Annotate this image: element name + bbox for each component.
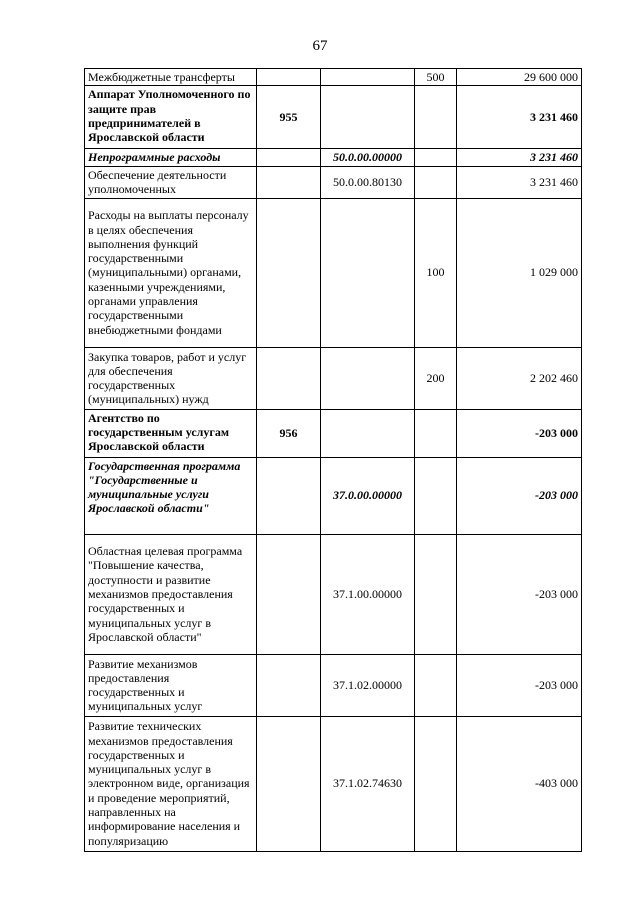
- row-amount: -203 000: [457, 457, 582, 534]
- table-row: [85, 149, 582, 166]
- row-expense-type: 200: [415, 347, 457, 409]
- row-target-code: [321, 347, 415, 409]
- row-target-code: 37.1.02.00000: [321, 654, 415, 716]
- table-row: [85, 457, 582, 534]
- row-name: Обеспечение деятельности уполномоченных: [85, 166, 257, 198]
- row-amount: 29 600 000: [457, 69, 582, 86]
- row-expense-type: [415, 166, 457, 198]
- row-dept-code: [257, 166, 321, 198]
- row-name: Закупка товаров, работ и услуг для обеспечения государственных (муниципальных) нужд: [85, 347, 257, 409]
- row-amount: -203 000: [457, 409, 582, 457]
- row-amount: 1 029 000: [457, 198, 582, 347]
- row-expense-type: [415, 716, 457, 851]
- table-row: [85, 716, 582, 851]
- row-dept-code: [257, 534, 321, 654]
- row-name: Государственная программа "Государственные и муниципальные услуги Ярославской области": [85, 457, 257, 534]
- row-amount: -203 000: [457, 534, 582, 654]
- row-target-code: [321, 86, 415, 149]
- table-row: [85, 198, 582, 347]
- row-expense-type: [415, 457, 457, 534]
- row-name: Развитие механизмов предоставления государственных и муниципальных услуг: [85, 654, 257, 716]
- table-row: [85, 166, 582, 198]
- row-dept-code: [257, 149, 321, 166]
- row-target-code: 50.0.00.80130: [321, 166, 415, 198]
- budget-table: [84, 68, 582, 852]
- row-target-code: 37.0.00.00000: [321, 457, 415, 534]
- row-expense-type: [415, 654, 457, 716]
- row-amount: 3 231 460: [457, 166, 582, 198]
- row-expense-type: 500: [415, 69, 457, 86]
- row-name: Межбюджетные трансферты: [85, 69, 257, 86]
- row-expense-type: [415, 534, 457, 654]
- row-target-code: 50.0.00.00000: [321, 149, 415, 166]
- budget-table-body: [85, 69, 582, 852]
- row-amount: -403 000: [457, 716, 582, 851]
- row-target-code: [321, 198, 415, 347]
- row-name: Непрограммные расходы: [85, 149, 257, 166]
- row-amount: 3 231 460: [457, 86, 582, 149]
- row-name: Расходы на выплаты персоналу в целях обеспечения выполнения функций государственными (муниципальными) органами, казенными учреждениями, органами управления государственными внебюджетными фондами: [85, 198, 257, 347]
- row-target-code: 37.1.02.74630: [321, 716, 415, 851]
- page-number: 67: [312, 38, 328, 54]
- row-target-code: [321, 409, 415, 457]
- table-row: [85, 69, 582, 86]
- row-expense-type: 100: [415, 198, 457, 347]
- table-row: [85, 86, 582, 149]
- row-dept-code: [257, 654, 321, 716]
- table-row: [85, 409, 582, 457]
- row-name: Агентство по государственным услугам Ярославской области: [85, 409, 257, 457]
- row-amount: 2 202 460: [457, 347, 582, 409]
- row-target-code: 37.1.00.00000: [321, 534, 415, 654]
- row-expense-type: [415, 86, 457, 149]
- table-row: [85, 347, 582, 409]
- row-dept-code: [257, 457, 321, 534]
- row-dept-code: [257, 347, 321, 409]
- row-expense-type: [415, 149, 457, 166]
- row-dept-code: [257, 69, 321, 86]
- row-name: Областная целевая программа "Повышение качества, доступности и развитие механизмов предоставления государственных и муниципальных услуг в Ярославской области": [85, 534, 257, 654]
- row-dept-code: 956: [257, 409, 321, 457]
- row-amount: 3 231 460: [457, 149, 582, 166]
- row-dept-code: 955: [257, 86, 321, 149]
- row-expense-type: [415, 409, 457, 457]
- row-dept-code: [257, 716, 321, 851]
- table-row: [85, 654, 582, 716]
- row-name: Аппарат Уполномоченного по защите прав предпринимателей в Ярославской области: [85, 86, 257, 149]
- table-row: [85, 534, 582, 654]
- row-name: Развитие технических механизмов предоставления государственных и муниципальных услуг в электронном виде, организация и проведение мероприятий, направленных на информирование населения и популяризацию: [85, 716, 257, 851]
- row-target-code: [321, 69, 415, 86]
- row-dept-code: [257, 198, 321, 347]
- row-amount: -203 000: [457, 654, 582, 716]
